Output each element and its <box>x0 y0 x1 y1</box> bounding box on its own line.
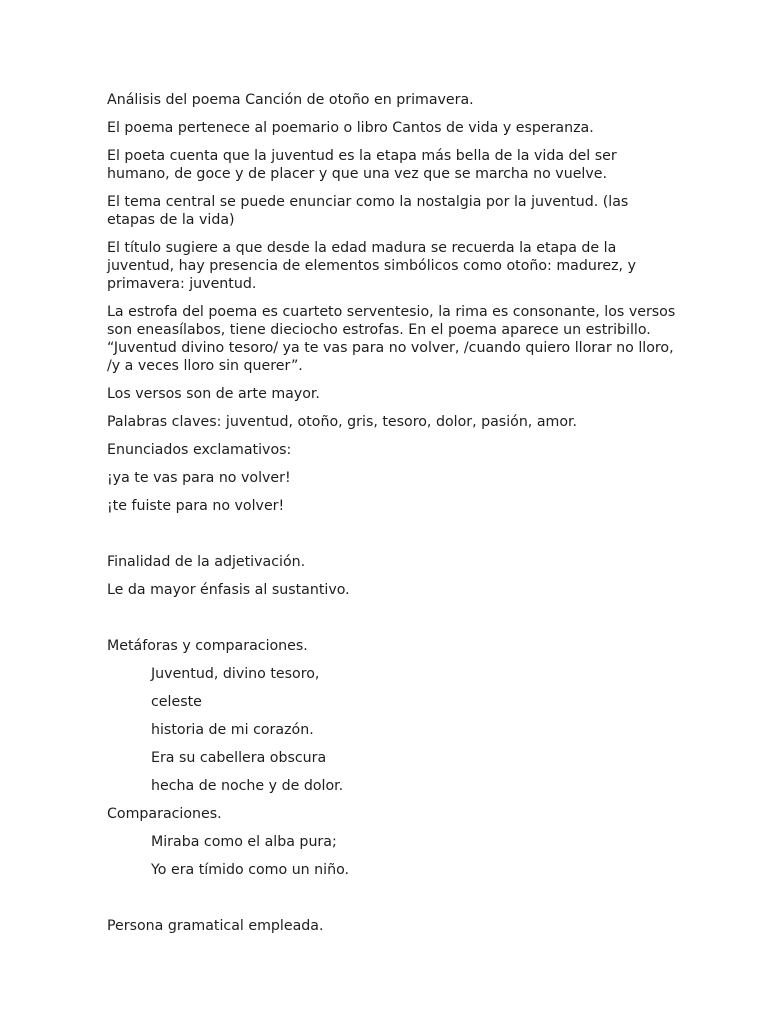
paragraph-tema-central: El tema central se puede enunciar como la nostalgia por la juventud. (las etapas de la vida) <box>107 194 629 228</box>
verse-line: Miraba como el alba pura; <box>151 834 337 850</box>
paragraph-palabras-claves: Palabras claves: juventud, otoño, gris, tesoro, dolor, pasión, amor. <box>107 414 578 430</box>
verse-line: Juventud, divino tesoro, <box>151 666 320 682</box>
paragraph-poemario: El poema pertenece al poemario o libro Cantos de vida y esperanza. <box>107 120 594 136</box>
document-title: Análisis del poema Canción de otoño en primavera. <box>107 92 474 108</box>
verse-line: celeste <box>151 694 202 710</box>
paragraph-titulo: El título sugiere a que desde la edad madura se recuerda la etapa de la juventud, hay presencia de elementos simbólicos como otoño: madurez, y primavera: juventud. <box>107 240 636 292</box>
paragraph-arte-mayor: Los versos son de arte mayor. <box>107 386 320 402</box>
exclamativos-heading: Enunciados exclamativos: <box>107 442 292 458</box>
adjetivacion-text: Le da mayor énfasis al sustantivo. <box>107 582 350 598</box>
persona-heading: Persona gramatical empleada. <box>107 918 324 934</box>
verse-line: historia de mi corazón. <box>151 722 314 738</box>
adjetivacion-heading: Finalidad de la adjetivación. <box>107 554 306 570</box>
metaforas-heading: Metáforas y comparaciones. <box>107 638 308 654</box>
exclamativo-line: ¡ya te vas para no volver! <box>107 470 291 486</box>
paragraph-juventud: El poeta cuenta que la juventud es la etapa más bella de la vida del ser humano, de goce y de placer y que una vez que se marcha no vuelve. <box>107 148 617 182</box>
paragraph-estrofa: La estrofa del poema es cuarteto serventesio, la rima es consonante, los versos son eneasílabos, tiene dieciocho estrofas. En el poema aparece un estribillo. “Juventud divino tesoro/ ya te vas para no volver, /cuando quiero llorar no lloro, /y a veces lloro sin querer”. <box>107 304 676 374</box>
verse-line: Era su cabellera obscura <box>151 750 327 766</box>
verse-line: Yo era tímido como un niño. <box>151 862 350 878</box>
blank-line <box>107 889 687 917</box>
comparaciones-heading: Comparaciones. <box>107 806 222 822</box>
blank-line <box>107 609 687 637</box>
exclamativo-line: ¡te fuiste para no volver! <box>107 498 285 514</box>
document-body <box>107 91 687 945</box>
blank-line <box>107 525 687 553</box>
verse-line: hecha de noche y de dolor. <box>151 778 344 794</box>
